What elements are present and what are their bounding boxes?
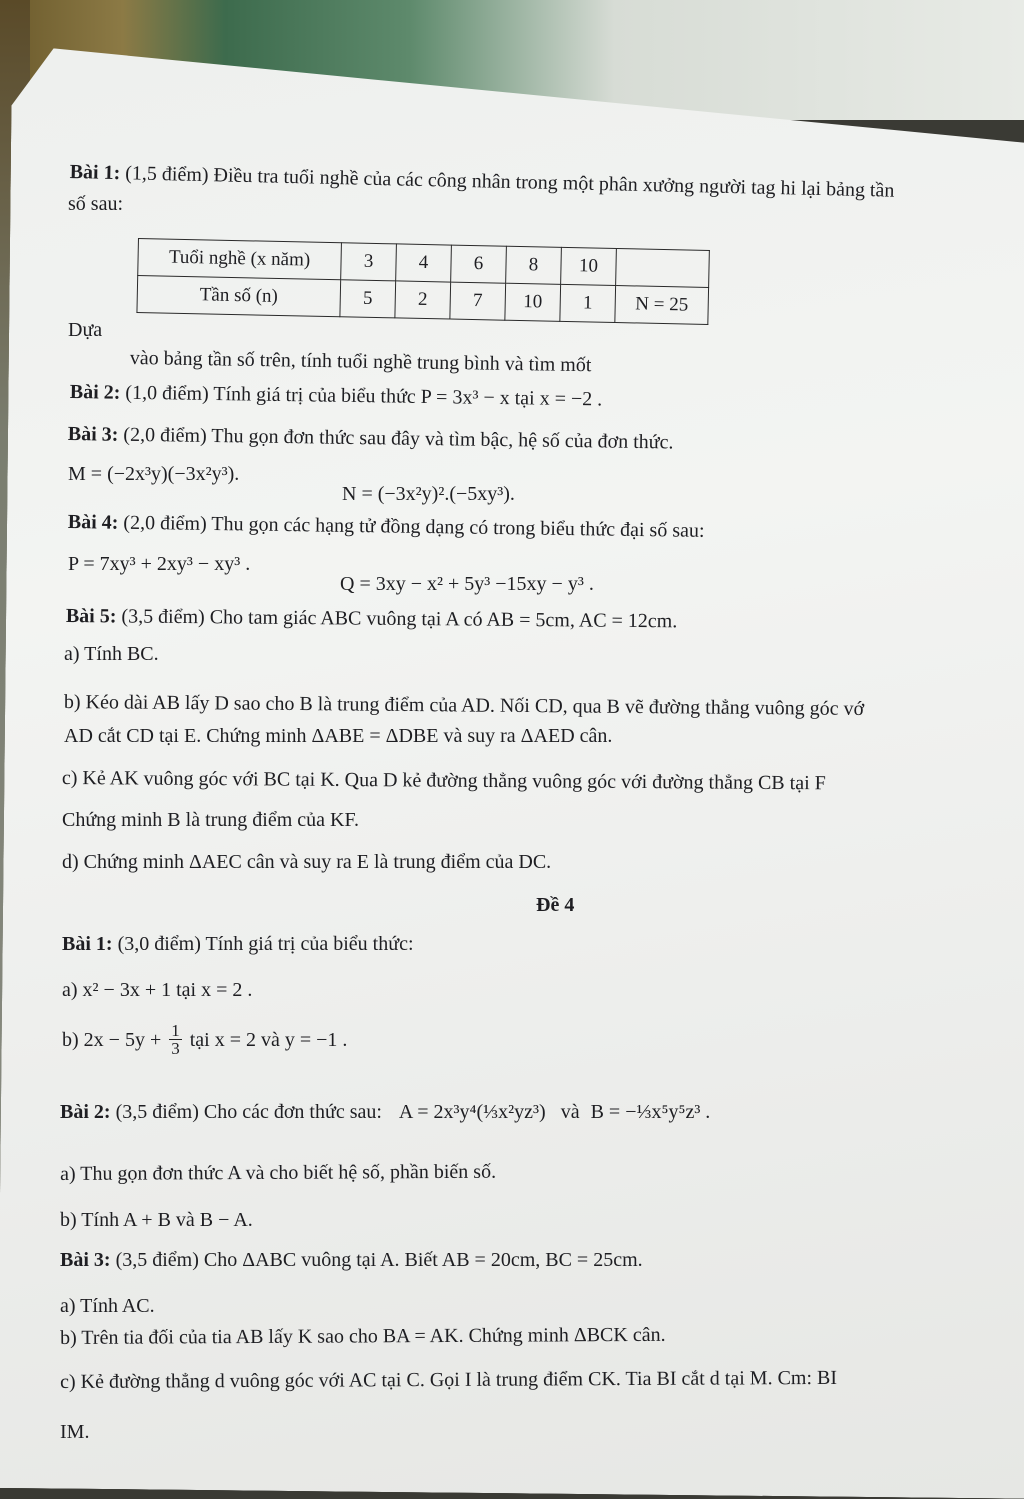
fraction-denominator: 3 [171, 1039, 180, 1058]
bai5-c2: Chứng minh B là trung điểm của KF. [62, 809, 359, 831]
table-cell: 4 [396, 244, 452, 282]
bai2-title: Bài 2: [69, 380, 121, 404]
bai1-line [69, 160, 894, 203]
bai5-title: Bài 5: [65, 604, 117, 628]
table-cell: 10 [505, 283, 561, 321]
de4-bai2-expr-a: A = 2x³y⁴(⅓x²yz³) [398, 1101, 546, 1123]
bai3-expr-m: M = (−2x³y)(−3x²y³). [68, 463, 240, 485]
bai3-expr-n: N = (−3x²y)².(−5xy³). [342, 483, 515, 505]
bai4-expr-q: Q = 3xy − x² + 5y³ −15xy − y³ . [340, 573, 594, 595]
de4-bai2-a: a) Thu gọn đơn thức A và cho biết hệ số, phần biến số. [60, 1160, 497, 1185]
table-cell: 3 [341, 243, 397, 281]
bai1-text: (1,5 điểm) Điều tra tuổi nghề của các công nhân trong một phân xưởng người tag hi lại bảng tần [125, 162, 895, 202]
bai1-line2: số sau: [68, 193, 123, 215]
table-cell: 5 [340, 280, 396, 318]
bai1-question-prefix: Dựa [68, 319, 103, 341]
fraction [169, 1022, 182, 1057]
de4-bai1-line [62, 932, 414, 956]
de4-bai1-b-suffix: tại x = 2 và y = −1 . [189, 1028, 348, 1051]
de4-bai3-a: a) Tính AC. [60, 1295, 155, 1317]
table-cell: Tuổi nghề (x năm) [138, 239, 342, 280]
table-cell: 8 [506, 246, 562, 284]
bai4-text: (2,0 điểm) Thu gọn các hạng tử đồng dạng có trong biểu thức đại số sau: [123, 511, 705, 542]
table-cell: Tần số (n) [137, 276, 341, 317]
de4-bai3-text: (3,5 điểm) Cho ΔABC vuông tại A. Biết AB = 20cm, BC = 25cm. [115, 1249, 643, 1271]
bai3-line [68, 422, 674, 454]
bai5-d: d) Chứng minh ΔAEC cân và suy ra E là trung điểm của DC. [62, 851, 552, 873]
de4-bai1-text: (3,0 điểm) Tính giá trị của biểu thức: [117, 933, 414, 955]
bai4-title: Bài 4: [67, 510, 119, 534]
bai2-line [70, 380, 603, 411]
bai1-title: Bài 1: [69, 160, 121, 185]
bai5-line [66, 604, 678, 633]
de4-bai3-line [60, 1248, 643, 1272]
fraction-numerator: 1 [171, 1021, 180, 1040]
frequency-table [136, 238, 709, 325]
bai5-c1: c) Kẻ AK vuông góc với BC tại K. Qua D kẻ đường thẳng vuông góc với đường thẳng CB tại F [61, 767, 826, 795]
de4-bai2-expr-b: B = −⅓x⁵y⁵z³ . [590, 1101, 711, 1123]
table-cell [616, 249, 710, 288]
de4-bai3-c1: c) Kẻ đường thẳng d vuông góc với AC tại C. Gọi I là trung điểm CK. Tia BI cắt d tại M. Cm: BI [60, 1366, 838, 1393]
de4-bai1-a: a) x² − 3x + 1 tại x = 2 . [62, 979, 253, 1001]
bai5-b2: AD cắt CD tại E. Chứng minh ΔABE = ΔDBE và suy ra ΔAED cân. [64, 725, 613, 747]
bai5-a: a) Tính BC. [64, 643, 159, 665]
table-cell: 10 [561, 247, 617, 285]
table-cell: 7 [450, 282, 506, 320]
de4-heading: Đề 4 [536, 894, 575, 916]
de4-bai2-b: b) Tính A + B và B − A. [60, 1209, 253, 1231]
bai4-line [68, 510, 705, 543]
de4-bai1-b-prefix: b) 2x − 5y + [62, 1028, 162, 1051]
de4-bai1-title: Bài 1: [62, 933, 113, 955]
de4-bai2-line [60, 1100, 710, 1124]
bai3-title: Bài 3: [67, 422, 119, 446]
bai4-expr-p: P = 7xy³ + 2xy³ − xy³ . [68, 553, 251, 575]
de4-bai2-text: (3,5 điểm) Cho các đơn thức sau: [115, 1101, 382, 1123]
table-cell: 6 [451, 245, 507, 283]
table-cell: 2 [395, 281, 451, 319]
de4-bai2-title: Bài 2: [60, 1101, 111, 1123]
de4-bai3-title: Bài 3: [60, 1249, 111, 1271]
de4-bai3-c2: IM. [60, 1421, 90, 1443]
de4-bai2-and: và [560, 1101, 580, 1123]
bai5-text: (3,5 điểm) Cho tam giác ABC vuông tại A có AB = 5cm, AC = 12cm. [121, 605, 678, 633]
bai5-b1: b) Kéo dài AB lấy D sao cho B là trung điểm của AD. Nối CD, qua B vẽ đường thẳng vuông góc vớ [63, 690, 865, 720]
table-cell: N = 25 [615, 286, 709, 325]
bai1-question: vào bảng tần số trên, tính tuổi nghề trung bình và tìm mốt [129, 346, 592, 377]
bai2-text: (1,0 điểm) Tính giá trị của biểu thức P = 3x³ − x tại x = −2 . [125, 381, 603, 411]
de4-bai1-b [62, 1022, 347, 1057]
de4-bai3-b: b) Trên tia đối của tia AB lấy K sao cho BA = AK. Chứng minh ΔBCK cân. [60, 1323, 666, 1349]
bai3-text: (2,0 điểm) Thu gọn đơn thức sau đây và tìm bậc, hệ số của đơn thức. [123, 423, 674, 454]
table-cell: 1 [560, 284, 616, 322]
